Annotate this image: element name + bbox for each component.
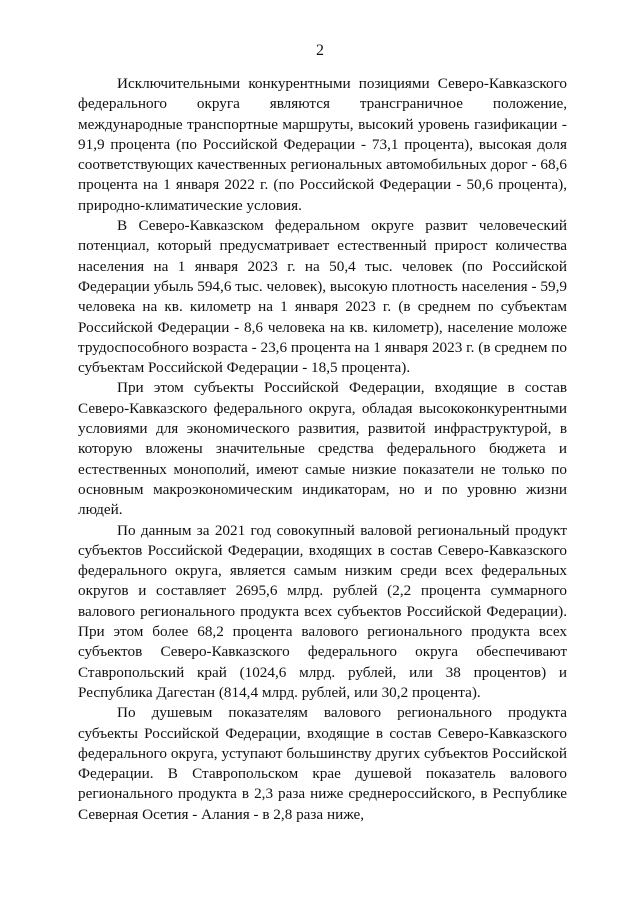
paragraph-grp-2021: По данным за 2021 год совокупный валовой региональный продукт субъектов Российской Федерации, входящих в состав Северо-Кавказского федерального округа, является самым низким среди всех федеральных округов и составляет 2695,6 млрд. рублей (2,2 процента суммарного валового регионального продукта всех субъектов Российской Федерации). При этом более 68,2 процента валового регионального продукта всех субъектов Северо-Кавказского федерального округа обеспечивают Ставропольский край (1024,6 млрд. рублей, или 38 процентов) и Республика Дагестан (814,4 млрд. рублей, или 30,2 процента).	[78, 521, 567, 701]
page-number: 2	[316, 42, 324, 59]
paragraph-human-potential: В Северо-Кавказском федеральном округе развит человеческий потенциал, который предусматривает естественный прирост количества населения на 1 января 2023 г. на 50,4 тыс. человек (по Российской Федерации убыль 594,6 тыс. человек), высокую плотность населения - 59,9 человека на кв. километр на 1 января 2023 г. (в среднем по субъектам Российской Федерации - 8,6 человека на кв. километр), население моложе трудоспособного возраста - 23,6 процента на 1 января 2023 г. (в среднем по субъектам Российской Федерации - 18,5 процента).	[78, 217, 567, 377]
document-body	[78, 74, 567, 825]
paragraph-competitive-positions: Исключительными конкурентными позициями Северо-Кавказского федерального округа являются трансграничное положение, международные транспортные маршруты, высокий уровень газификации - 91,9 процента (по Российской Федерации - 73,1 процента), высокая доля соответствующих качественных региональных автомобильных дорог - 68,6 процента на 1 января 2022 г. (по Российской Федерации - 50,6 процента), природно-климатические условия.	[78, 75, 567, 214]
paragraph-per-capita-grp: По душевым показателям валового регионального продукта субъекты Российской Федерации, входящие в состав Северо-Кавказского федерального округа, уступают большинству других субъектов Российской Федерации. В Ставропольском крае душевой показатель валового регионального продукта в 2,3 раза ниже среднероссийского, в Республике Северная Осетия - Алания - в 2,8 раза ниже,	[78, 704, 567, 823]
paragraph-low-indicators: При этом субъекты Российской Федерации, входящие в состав Северо-Кавказского федерального округа, обладая высококонкурентными условиями для экономического развития, развитой инфраструктурой, в которую вложены значительные средства федерального бюджета и естественных монополий, имеют самые низкие показатели не только по основным макроэкономическим индикаторам, но и по уровню жизни людей.	[78, 379, 567, 519]
